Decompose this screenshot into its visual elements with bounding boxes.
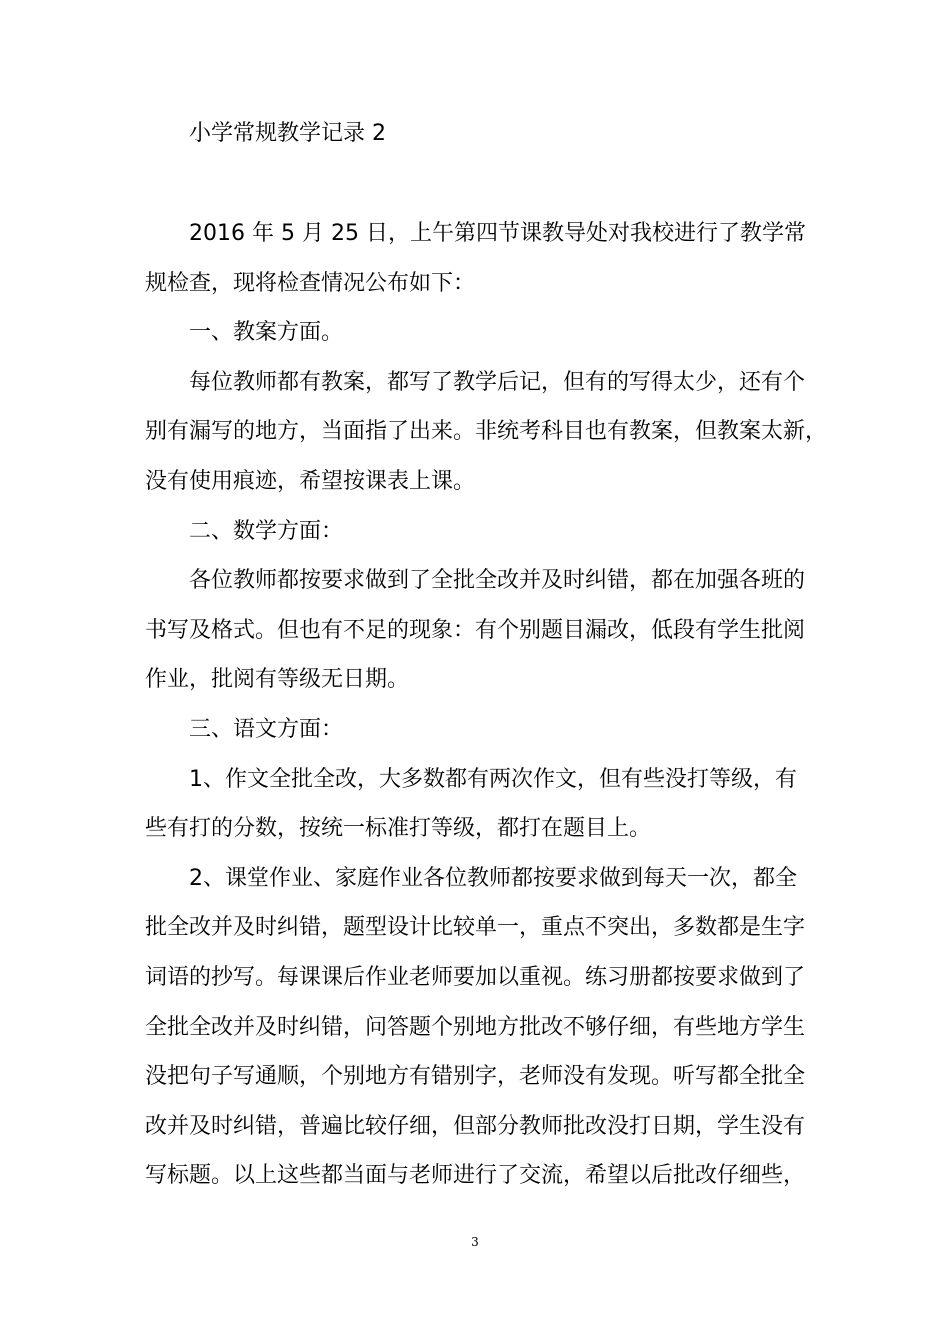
page-number: 3: [471, 1235, 479, 1249]
body-line: 每位教师都有教案，都写了教学后记，但有的写得太少，还有个: [189, 369, 806, 395]
body-line: 没有使用痕迹，希望按课表上课。: [145, 468, 476, 494]
body-line: 作业，批阅有等级无日期。: [145, 667, 410, 693]
section-heading: 三、语文方面：: [189, 716, 344, 742]
section-heading: 一、教案方面。: [189, 320, 344, 346]
body-line: 2、课堂作业、家庭作业各位教师都按要求做到每天一次，都全: [189, 865, 797, 891]
body-line: 2016 年 5 月 25 日，上午第四节课教导处对我校进行了教学常: [189, 221, 806, 246]
body-line: 词语的抄写。每课课后作业老师要加以重视。练习册都按要求做到了: [145, 964, 806, 990]
body-line: 1、作文全批全改，大多数都有两次作文，但有些没打等级，有: [189, 766, 797, 792]
body-line: 规检查，现将检查情况公布如下：: [145, 270, 476, 296]
body-line: 书写及格式。但也有不足的现象：有个别题目漏改，低段有学生批阅: [145, 617, 806, 643]
body-line: 别有漏写的地方，当面指了出来。非统考科目也有教案，但教案太新，: [145, 419, 828, 445]
document-title: 小学常规教学记录 2: [189, 121, 386, 146]
body-line: 些有打的分数，按统一标准打等级，都打在题目上。: [145, 816, 652, 842]
body-line: 各位教师都按要求做到了全批全改并及时纠错，都在加强各班的: [189, 568, 806, 594]
body-line: 全批全改并及时纠错，问答题个别地方批改不够仔细，有些地方学生: [145, 1014, 806, 1040]
body-line: 批全改并及时纠错，题型设计比较单一，重点不突出，多数都是生字: [145, 915, 806, 941]
body-line: 没把句子写通顺，个别地方有错别字，老师没有发现。听写都全批全: [145, 1064, 806, 1090]
section-heading: 二、数学方面：: [189, 518, 344, 544]
body-line: 改并及时纠错，普遍比较仔细，但部分教师批改没打日期，学生没有: [145, 1113, 806, 1139]
document-body: [145, 209, 828, 1201]
body-line: 写标题。以上这些都当面与老师进行了交流，希望以后批改仔细些，: [145, 1163, 806, 1189]
